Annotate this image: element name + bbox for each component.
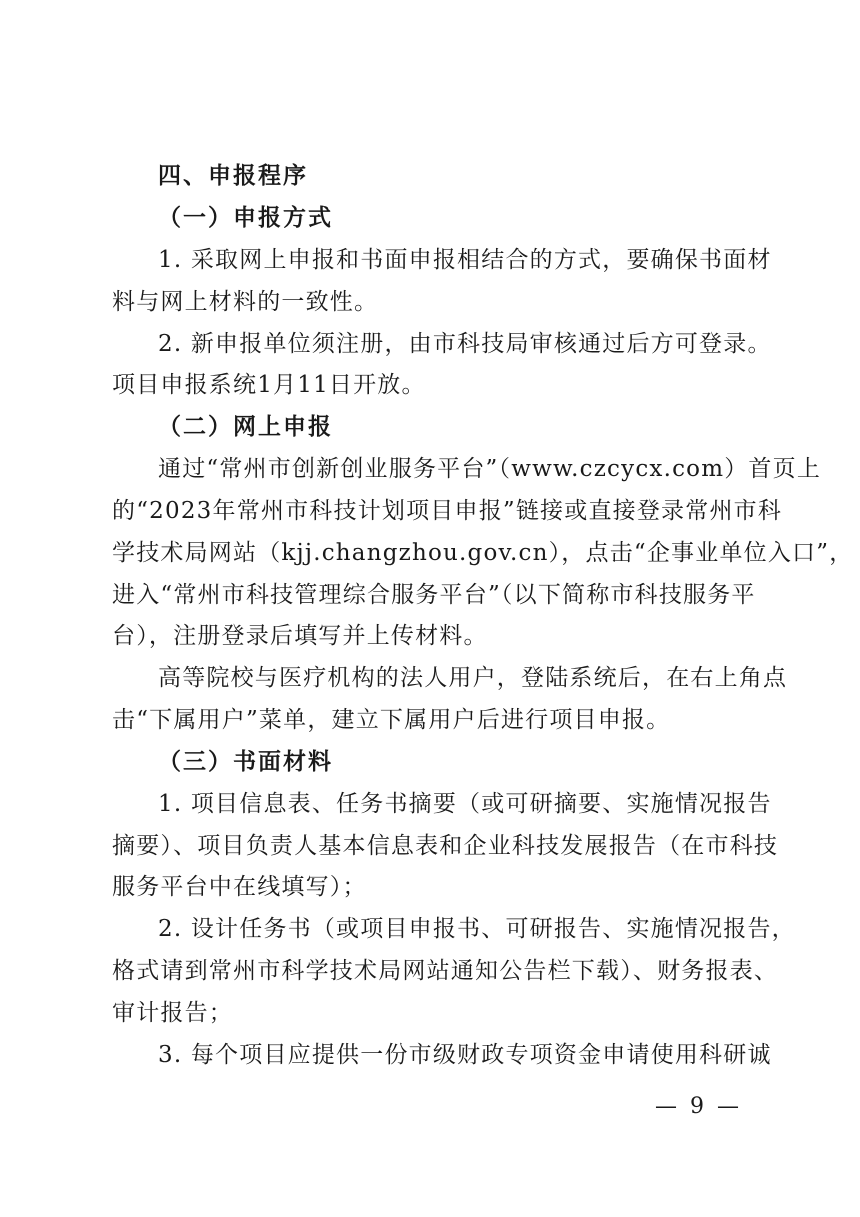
paragraph-line: 格式请到常州市科学技术局网站通知公告栏下载）、财务报表、 xyxy=(112,958,779,984)
paragraph-line: 击“下属用户”菜单，建立下属用户后进行项目申报。 xyxy=(112,707,671,733)
paragraph-line: 的“2023年常州市科技计划项目申报”链接或直接登录常州市科 xyxy=(112,498,783,524)
paragraph-line: 摘要）、项目负责人基本信息表和企业科技发展报告（在市科技 xyxy=(112,833,779,859)
paragraph-line: 进入“常州市科技管理综合服务平台”（以下简称市科技服务平 xyxy=(112,582,756,608)
paragraph-line: 高等院校与医疗机构的法人用户，登陆系统后，在右上角点 xyxy=(158,665,788,691)
paragraph-line: 服务平台中在线填写）； xyxy=(112,874,367,900)
paragraph-line: 3. 每个项目应提供一份市级财政专项资金申请使用科研诚 xyxy=(158,1042,772,1068)
page-number: — 9 — xyxy=(655,1094,742,1119)
subsection-heading-3: （三）书面材料 xyxy=(158,749,333,775)
section-heading-main: 四、申报程序 xyxy=(158,163,308,189)
paragraph-line: 通过“常州市创新创业服务平台”（www.czcycx.com）首页上 xyxy=(158,456,822,482)
paragraph-line: 台），注册登录后填写并上传材料。 xyxy=(112,623,488,649)
paragraph-line: 1. 项目信息表、任务书摘要（或可研摘要、实施情况报告 xyxy=(158,791,772,817)
paragraph-line: 1. 采取网上申报和书面申报相结合的方式，要确保书面材 xyxy=(158,247,772,273)
paragraph-line: 2. 设计任务书（或项目申报书、可研报告、实施情况报告， xyxy=(158,916,796,942)
paragraph-line: 料与网上材料的一致性。 xyxy=(112,289,379,315)
paragraph-line: 2. 新申报单位须注册，由市科技局审核通过后方可登录。 xyxy=(158,331,772,357)
paragraph-line: 审计报告； xyxy=(112,1000,233,1026)
paragraph-line: 项目申报系统1月11日开放。 xyxy=(112,372,426,398)
subsection-heading-2: （二）网上申报 xyxy=(158,414,333,440)
subsection-heading-1: （一）申报方式 xyxy=(158,205,333,231)
paragraph-line: 学技术局网站（kjj.changzhou.gov.cn），点击“企事业单位入口”， xyxy=(112,540,854,566)
